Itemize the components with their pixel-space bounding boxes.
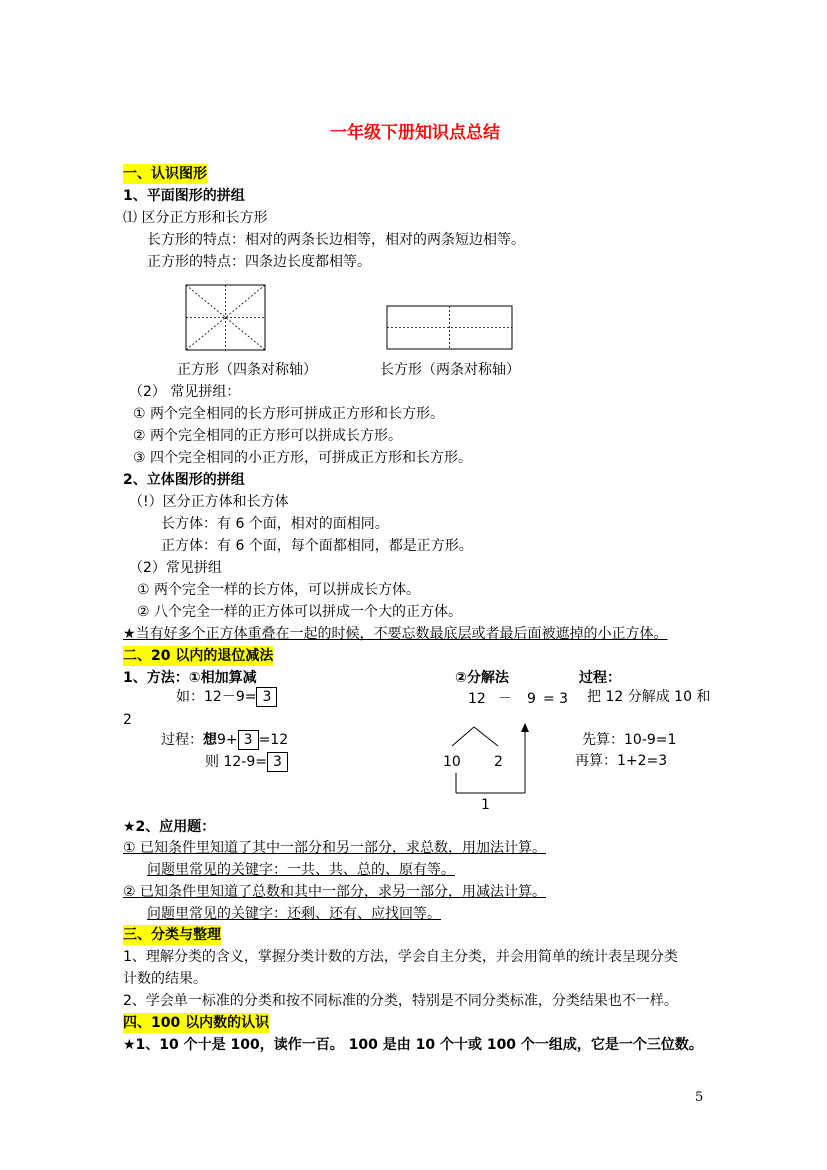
- page-title: 一年级下册知识点总结: [330, 123, 500, 143]
- square-caption: 正方形（四条对称轴）: [177, 362, 317, 378]
- example-line: [176, 687, 277, 707]
- page-number: 5: [695, 1090, 704, 1105]
- think-prefix: 过程：: [161, 732, 203, 748]
- section-heading-numbers: 四、100 以内数的认识: [123, 1015, 270, 1031]
- think-line: [161, 730, 288, 750]
- then-line: [205, 752, 288, 772]
- application-rule-2: ② 已知条件里知道了总数和其中一部分，求另一部分，用减法计算。: [123, 884, 546, 900]
- process-label: 过程：: [579, 670, 621, 686]
- section-heading-subtraction: 二、20 以内的退位减法: [123, 648, 274, 664]
- list-item: ① 两个完全相同的长方形可拼成正方形和长方形。: [133, 406, 444, 422]
- section-heading-classification: 三、分类与整理: [123, 927, 221, 943]
- point-distinguish-square-rect: ⑴ 区分正方形和长方形: [123, 210, 268, 226]
- section-heading-shapes: 一、认识图形: [123, 166, 207, 182]
- list-item: ① 两个完全一样的长方体，可以拼成长方体。: [137, 582, 420, 598]
- tree-node-10: 10: [443, 754, 461, 770]
- then-expression: 则 12-9=: [205, 754, 267, 770]
- square-feature: 正方形的特点：四条边长度都相等。: [147, 254, 371, 270]
- answer-box: 3: [256, 687, 277, 707]
- classification-text-2: 2、学会单一标准的分类和按不同标准的分类，特别是不同分类标准，分类结果也不一样。: [123, 993, 678, 1009]
- point-distinguish-cube-cuboid: （!）区分正方体和长方体: [129, 494, 289, 510]
- subheading-plane-shapes: 1、平面图形的拼组: [123, 188, 245, 204]
- common-combinations: （2） 常见拼组：: [129, 384, 241, 400]
- tree-node-1: 1: [481, 797, 490, 813]
- first-step: 先算：10-9=1: [582, 732, 677, 748]
- think-result: =12: [258, 732, 289, 748]
- list-item: ② 两个完全相同的正方形可以拼成长方形。: [133, 428, 402, 444]
- star-note: ★当有好多个正方体重叠在一起的时候，不要忘数最底层或者最后面被遮掉的小正方体。: [123, 626, 668, 642]
- application-rule-1: ① 已知条件里知道了其中一部分和另一部分，求总数，用加法计算。: [123, 840, 546, 856]
- think-expression: 9+: [217, 732, 238, 748]
- application-keywords-2: 问题里常见的关键字：还剩、还有、应找回等。: [147, 906, 441, 922]
- numbers-text-1: ★1、10 个十是 100，读作一百。 100 是由 10 个十或 100 个一组成，它是一个三位数。: [123, 1037, 703, 1053]
- second-step: 再算：1+2=3: [575, 753, 668, 769]
- list-item: ② 八个完全一样的正方体可以拼成一个大的正方体。: [137, 604, 462, 620]
- classification-text-1: 1、理解分类的含义，掌握分类计数的方法，学会自主分类，并会用简单的统计表呈现分类: [123, 949, 678, 965]
- think-word: 想: [203, 732, 217, 748]
- subheading-solid-shapes: 2、立体图形的拼组: [123, 472, 245, 488]
- split-text: 把 12 分解成 10 和: [587, 689, 711, 705]
- eq-9: 9: [527, 691, 536, 707]
- eq-result: = 3: [543, 691, 569, 707]
- rectangle-symmetry-diagram: [386, 305, 514, 351]
- classification-text-1-cont: 计数的结果。: [123, 971, 207, 987]
- cube-feature: 正方体：有 6 个面，每个面都相同，都是正方形。: [161, 538, 473, 554]
- answer-box: 3: [267, 752, 288, 772]
- common-combinations-2: （2）常见拼组: [129, 560, 222, 576]
- application-keywords-1: 问题里常见的关键字：一共、共、总的、原有等。: [147, 862, 455, 878]
- split-continuation: 2: [123, 712, 132, 728]
- rectangle-caption: 长方形（两条对称轴）: [380, 362, 520, 378]
- rectangle-feature: 长方形的特点：相对的两条长边相等，相对的两条短边相等。: [147, 232, 525, 248]
- tree-node-2: 2: [494, 754, 503, 770]
- cuboid-feature: 长方体：有 6 个面，相对的面相同。: [161, 516, 389, 532]
- application-heading: ★2、应用题：: [123, 819, 216, 835]
- decomposition-label: ②分解法: [455, 670, 509, 686]
- answer-box: 3: [238, 730, 259, 750]
- square-symmetry-diagram: [185, 284, 267, 352]
- list-item: ③ 四个完全相同的小正方形，可拼成正方形和长方形。: [133, 450, 472, 466]
- eq-12: 12: [468, 691, 486, 707]
- example-expression: 如：12－9=: [176, 689, 257, 705]
- eq-minus: －: [498, 691, 512, 707]
- method-label: 1、方法：①相加算减: [123, 670, 257, 686]
